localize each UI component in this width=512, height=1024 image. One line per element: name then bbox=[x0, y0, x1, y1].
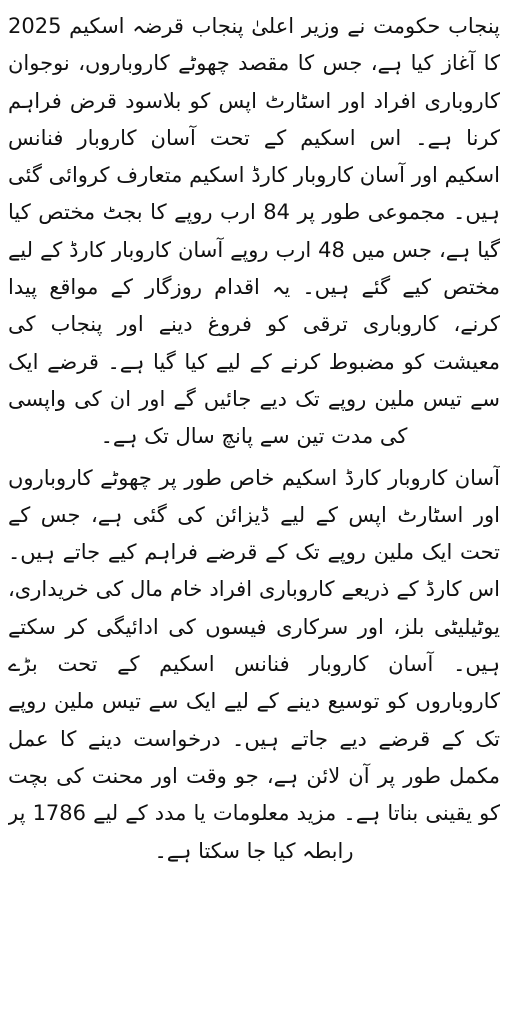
article-paragraph-1: پنجاب حکومت نے وزیر اعلیٰ پنجاب قرضہ اسکیم 2025 کا آغاز کیا ہے، جس کا مقصد چھوٹے کاروباروں، نوجوان کاروباری افراد اور اسٹارٹ اپس کو بلاسود قرض فراہم کرنا ہے۔ اس اسکیم کے تحت آسان کاروبار فنانس اسکیم اور آسان کاروبار کارڈ اسکیم متعارف کروائی گئی ہیں۔ مجموعی طور پر 84 ارب روپے کا بجٹ مختص کیا گیا ہے، جس میں 48 ارب روپے آسان کاروبار کارڈ کے لیے مختص کیے گئے ہیں۔ یہ اقدام روزگار کے مواقع پیدا کرنے، کاروباری ترقی کو فروغ دینے اور پنجاب کی معیشت کو مضبوط کرنے کے لیے کیا گیا ہے۔ قرضے ایک سے تیس ملین روپے تک دیے جائیں گے اور ان کی واپسی کی مدت تین سے پانچ سال تک ہے۔ bbox=[8, 14, 500, 449]
article-body bbox=[8, 8, 500, 870]
article-paragraph-2: آسان کاروبار کارڈ اسکیم خاص طور پر چھوٹے کاروباروں اور اسٹارٹ اپس کے لیے ڈیزائن کی گئی ہے، جس کے تحت ایک ملین روپے تک کے قرضے فراہم کیے جاتے ہیں۔ اس کارڈ کے ذریعے کاروباری افراد خام مال کی خریداری، یوٹیلیٹی بلز، اور سرکاری فیسوں کی ادائیگی کر سکتے ہیں۔ آسان کاروبار فنانس اسکیم کے تحت بڑے کاروباروں کو توسیع دینے کے لیے ایک سے تیس ملین روپے تک کے قرضے دیے جاتے ہیں۔ درخواست دینے کا عمل مکمل طور پر آن لائن ہے، جو وقت اور محنت کی بچت کو یقینی بناتا ہے۔ مزید معلومات یا مدد کے لیے 1786 پر رابطہ کیا جا سکتا ہے۔ bbox=[8, 465, 500, 863]
document-page bbox=[8, 8, 500, 1008]
